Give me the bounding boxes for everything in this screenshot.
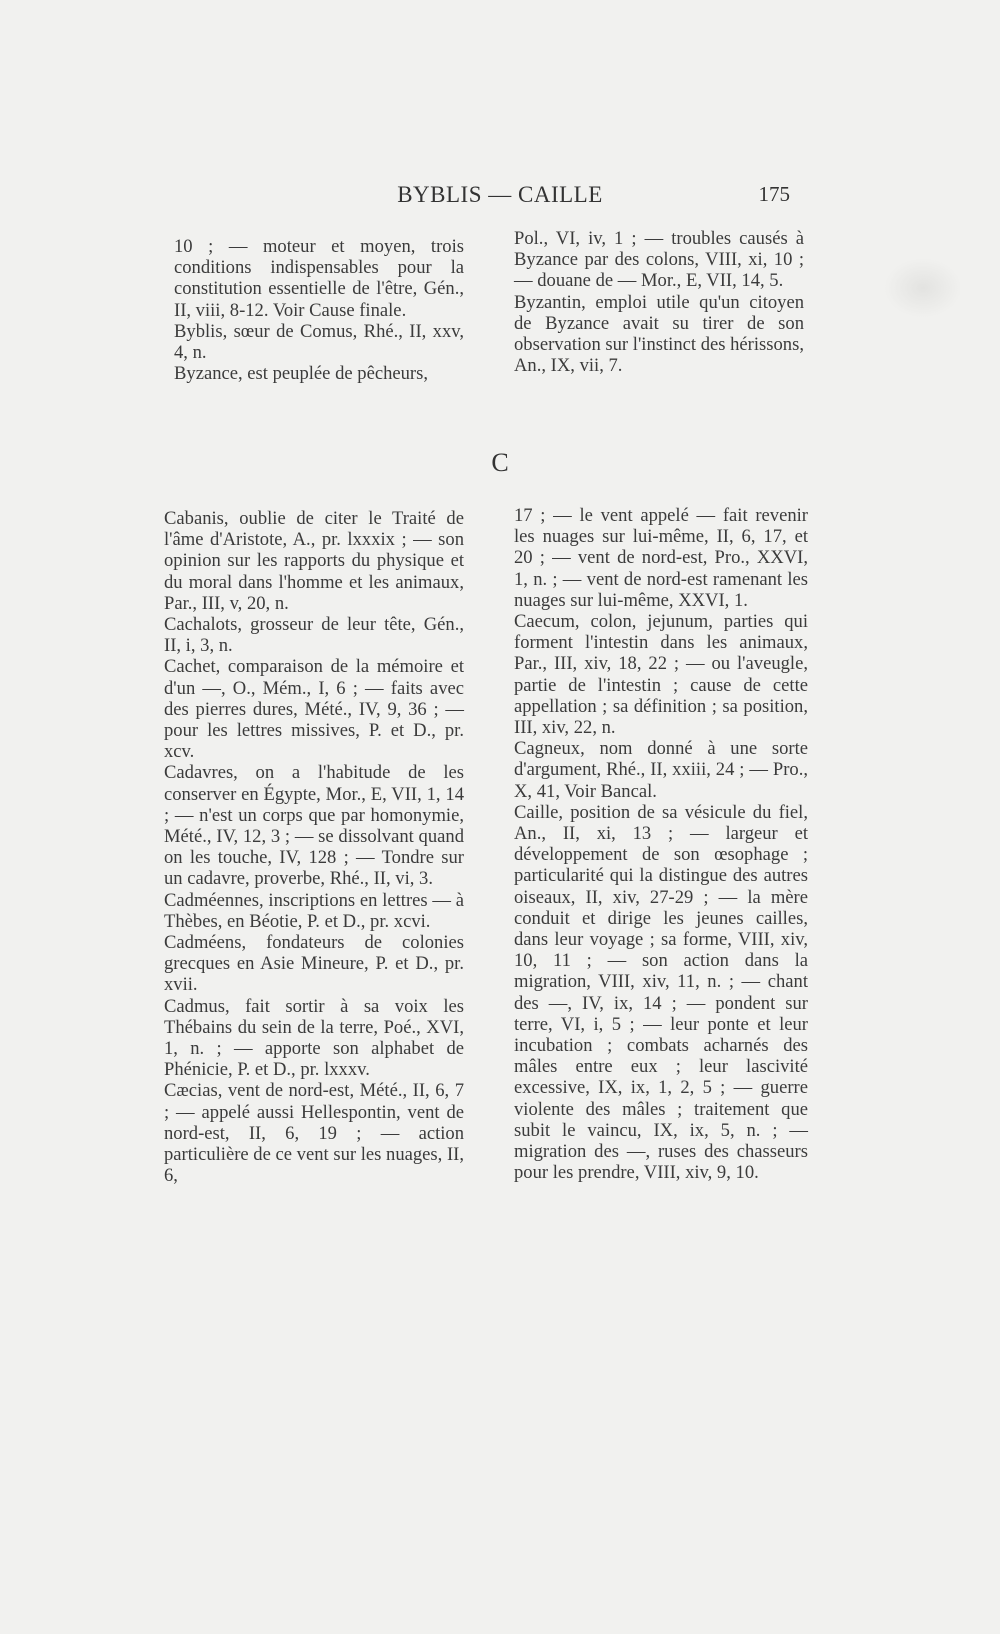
index-entry: Byzance, est peuplée de pêcheurs, (174, 363, 428, 385)
index-entry: Byblis, sœur de Comus, Rhé., II, xxv, 4, n. (174, 320, 464, 364)
index-entry: Cagneux, nom donné à une sorte d'argument, Rhé., II, xxiii, 24 ; — Pro., X, 41, Voir Bancal. (514, 738, 808, 802)
index-entry: Cadméens, fondateurs de colonies grecques en Asie Mineure, P. et D., pr. xvii. (164, 932, 464, 996)
section-letter-heading: C (491, 448, 509, 477)
index-entry: Cadméennes, inscriptions en lettres — à Thèbes, en Béotie, P. et D., pr. xcvi. (164, 889, 464, 932)
running-head-title: BYBLIS — CAILLE (397, 182, 603, 207)
running-head (0, 182, 1000, 214)
left-column-bottom (164, 508, 464, 1187)
right-column-bottom (514, 505, 808, 1184)
index-entry: Cabanis, oublie de citer le Traité de l'âme d'Aristote, A., pr. lxxxix ; — son opinion sur les rapports du physique et du moral dans l'homme et les animaux, Par., III, v, 20, n. (164, 508, 464, 614)
page-number: 175 (758, 182, 790, 206)
right-column-top (514, 228, 804, 376)
index-entry: Caille, position de sa vésicule du fiel, An., II, xi, 13 ; — largeur et développement de son œsophage ; particularité qui la distingue des autres oiseaux, II, xiv, 27-29 ; — la mère conduit et dirige les jeunes cailles, dans leur voyage ; sa forme, VIII, xiv, 10, 11 ; — son action dans la migration, VIII, xiv, 11, n. ; — chant des —, IV, ix, 14 ; — pondent sur terre, VI, i, 5 ; — leur ponte et leur incubation ; combats acharnés des mâles entre eux ; leur lascivité excessive, IX, ix, 1, 2, 5 ; — guerre violente des mâles ; traitement que subit le vaincu, IX, ix, 5, n. ; — migration des —, ruses des chasseurs pour les prendre, VIII, xiv, 9, 10. (514, 801, 808, 1184)
index-entry: Cachalots, grosseur de leur tête, Gén., II, i, 3, n. (164, 614, 464, 657)
index-entry: Cæcias, vent de nord-est, Mété., II, 6, 7 ; — appelé aussi Hellespontin, vent de nord-est, II, 6, 19 ; — action particulière de ce vent sur les nuages, II, 6, (164, 1080, 464, 1187)
index-entry: Byzantin, emploi utile qu'un citoyen de Byzance avait su tirer de son observation sur l'instinct des hérissons, An., IX, vii, 7. (514, 291, 804, 377)
paper-smudge (884, 258, 962, 318)
left-column-top (174, 236, 464, 384)
index-entry: 17 ; — le vent appelé — fait revenir les nuages sur lui-même, II, 6, 17, et 20 ; — vent de nord-est, Pro., XXVI, 1, n. ; — vent de nord-est ramenant les nuages sur lui-même, XXVI, 1. (514, 505, 808, 611)
index-entry: Cadavres, on a l'habitude de les conserver en Égypte, Mor., E, VII, 1, 14 ; — n'est un corps que par homonymie, Mété., IV, 12, 3 ; — se dissolvant quand on les touche, IV, 128 ; — Tondre sur un cadavre, proverbe, Rhé., II, vi, 3. (164, 762, 464, 890)
index-entry: Caecum, colon, jejunum, parties qui forment l'intestin dans les animaux, Par., III, xiv, 18, 22 ; — ou l'aveugle, partie de l'intestin ; cause de cette appellation ; sa définition ; sa position, III, xiv, 22, n. (514, 611, 808, 739)
index-entry: Cachet, comparaison de la mémoire et d'un —, O., Mém., I, 6 ; — faits avec des pierres dures, Mété., IV, 9, 36 ; — pour les lettres missives, P. et D., pr. xcv. (164, 656, 464, 763)
index-entry: Pol., VI, iv, 1 ; — troubles causés à Byzance par des colons, VIII, xi, 10 ; — douane de — Mor., E, VII, 14, 5. (514, 228, 804, 292)
index-entry: 10 ; — moteur et moyen, trois conditions indispensables pour la constitution essentielle de l'être, Gén., II, viii, 8-12. Voir Cause finale. (174, 236, 464, 321)
index-entry: Cadmus, fait sortir à sa voix les Thébains du sein de la terre, Poé., XVI, 1, n. ; — apporte son alphabet de Phénicie, P. et D., pr. lxxxv. (164, 995, 464, 1081)
